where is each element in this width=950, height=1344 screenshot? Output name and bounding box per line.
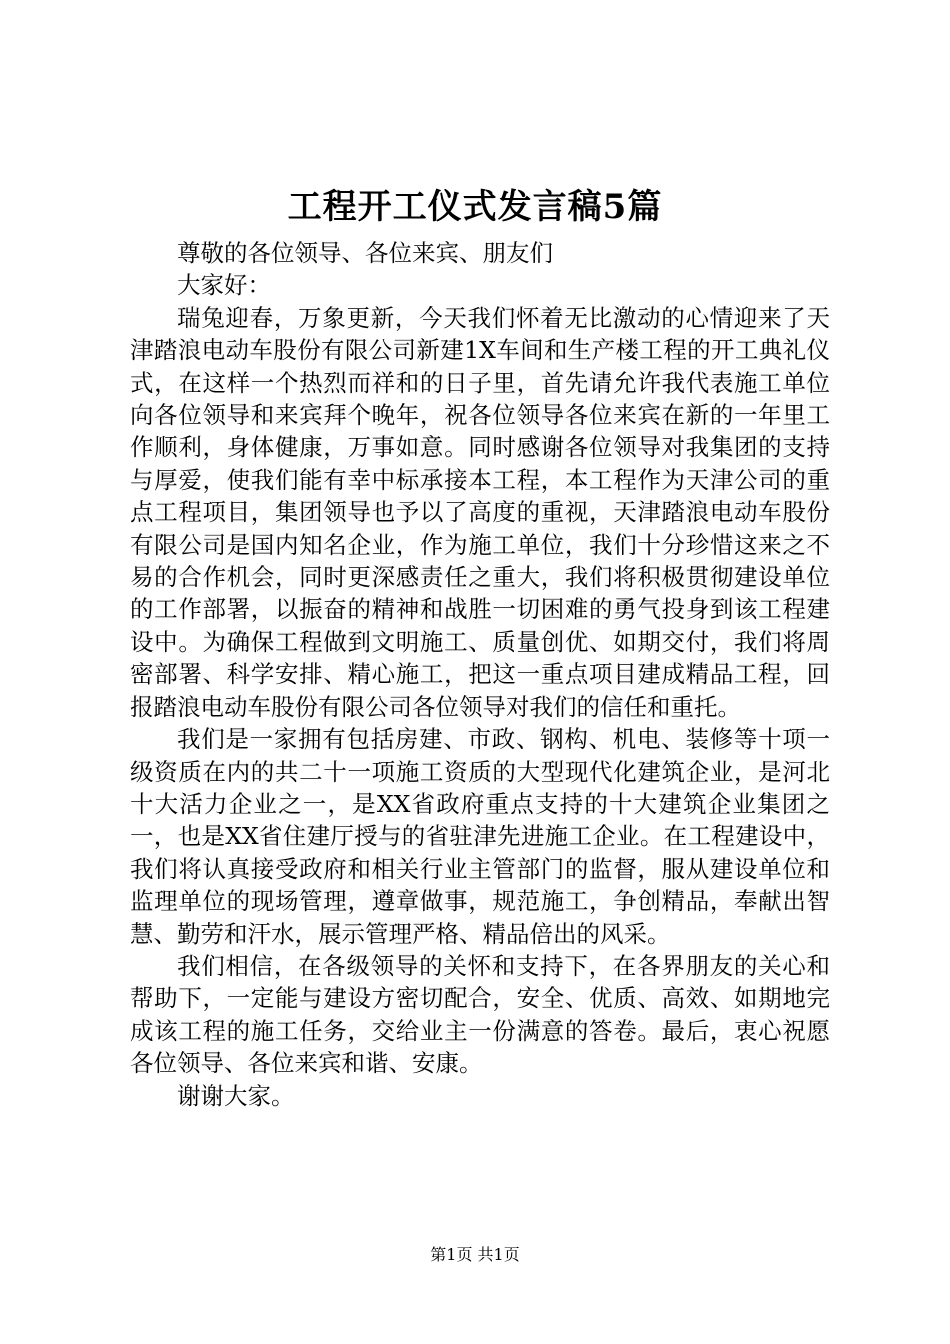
document-title: 工程开工仪式发言稿5篇 — [287, 187, 663, 227]
paragraph-company: 我们是一家拥有包括房建、市政、钢构、机电、装修等十项一级资质在内的共二十一项施工资质的大型现代化建筑企业，是河北十大活力企业之一，是XX省政府重点支持的十大建筑企业集团之一，也是XX省住建厅授与的省驻津先进施工企业。在工程建设中，我们将认真接受政府和相关行业主管部门的监督，服从建设单位和监理单位的现场管理，遵章做事，规范施工，争创精品，奉献出智慧、勤劳和汗水，展示管理严格、精品倍出的风采。 — [130, 725, 830, 948]
page-number-footer: 第1页 共1页 — [430, 1245, 520, 1264]
salutation: 尊敬的各位领导、各位来宾、朋友们 — [177, 239, 553, 267]
document-body — [130, 237, 830, 1112]
paragraph-closing: 我们相信，在各级领导的关怀和支持下，在各界朋友的关心和帮助下，一定能与建设方密切配合，安全、优质、高效、如期地完成该工程的施工任务，交给业主一份满意的答卷。最后，衷心祝愿各位领导、各位来宾和谐、安康。 — [130, 951, 830, 1078]
greeting: 大家好： — [177, 271, 271, 300]
paragraph-opening: 瑞兔迎春，万象更新，今天我们怀着无比激动的心情迎来了天津踏浪电动车股份有限公司新建1X车间和生产楼工程的开工典礼仪式，在这样一个热烈而祥和的日子里，首先请允许我代表施工单位向各位领导和来宾拜个晚年，祝各位领导各位来宾在新的一年里工作顺利，身体健康，万事如意。同时感谢各位领导对我集团的支持与厚爱，使我们能有幸中标承接本工程，本工程作为天津公司的重点工程项目，集团领导也予以了高度的重视，天津踏浪电动车股份有限公司是国内知名企业，作为施工单位，我们十分珍惜这来之不易的合作机会，同时更深感责任之重大，我们将积极贯彻建设单位的工作部署，以振奋的精神和战胜一切困难的勇气投身到该工程建设中。为确保工程做到文明施工、质量创优、如期交付，我们将周密部署、科学安排、精心施工，把这一重点项目建成精品工程，回报踏浪电动车股份有限公司各位领导对我们的信任和重托。 — [130, 303, 830, 721]
thanks: 谢谢大家。 — [177, 1081, 295, 1110]
